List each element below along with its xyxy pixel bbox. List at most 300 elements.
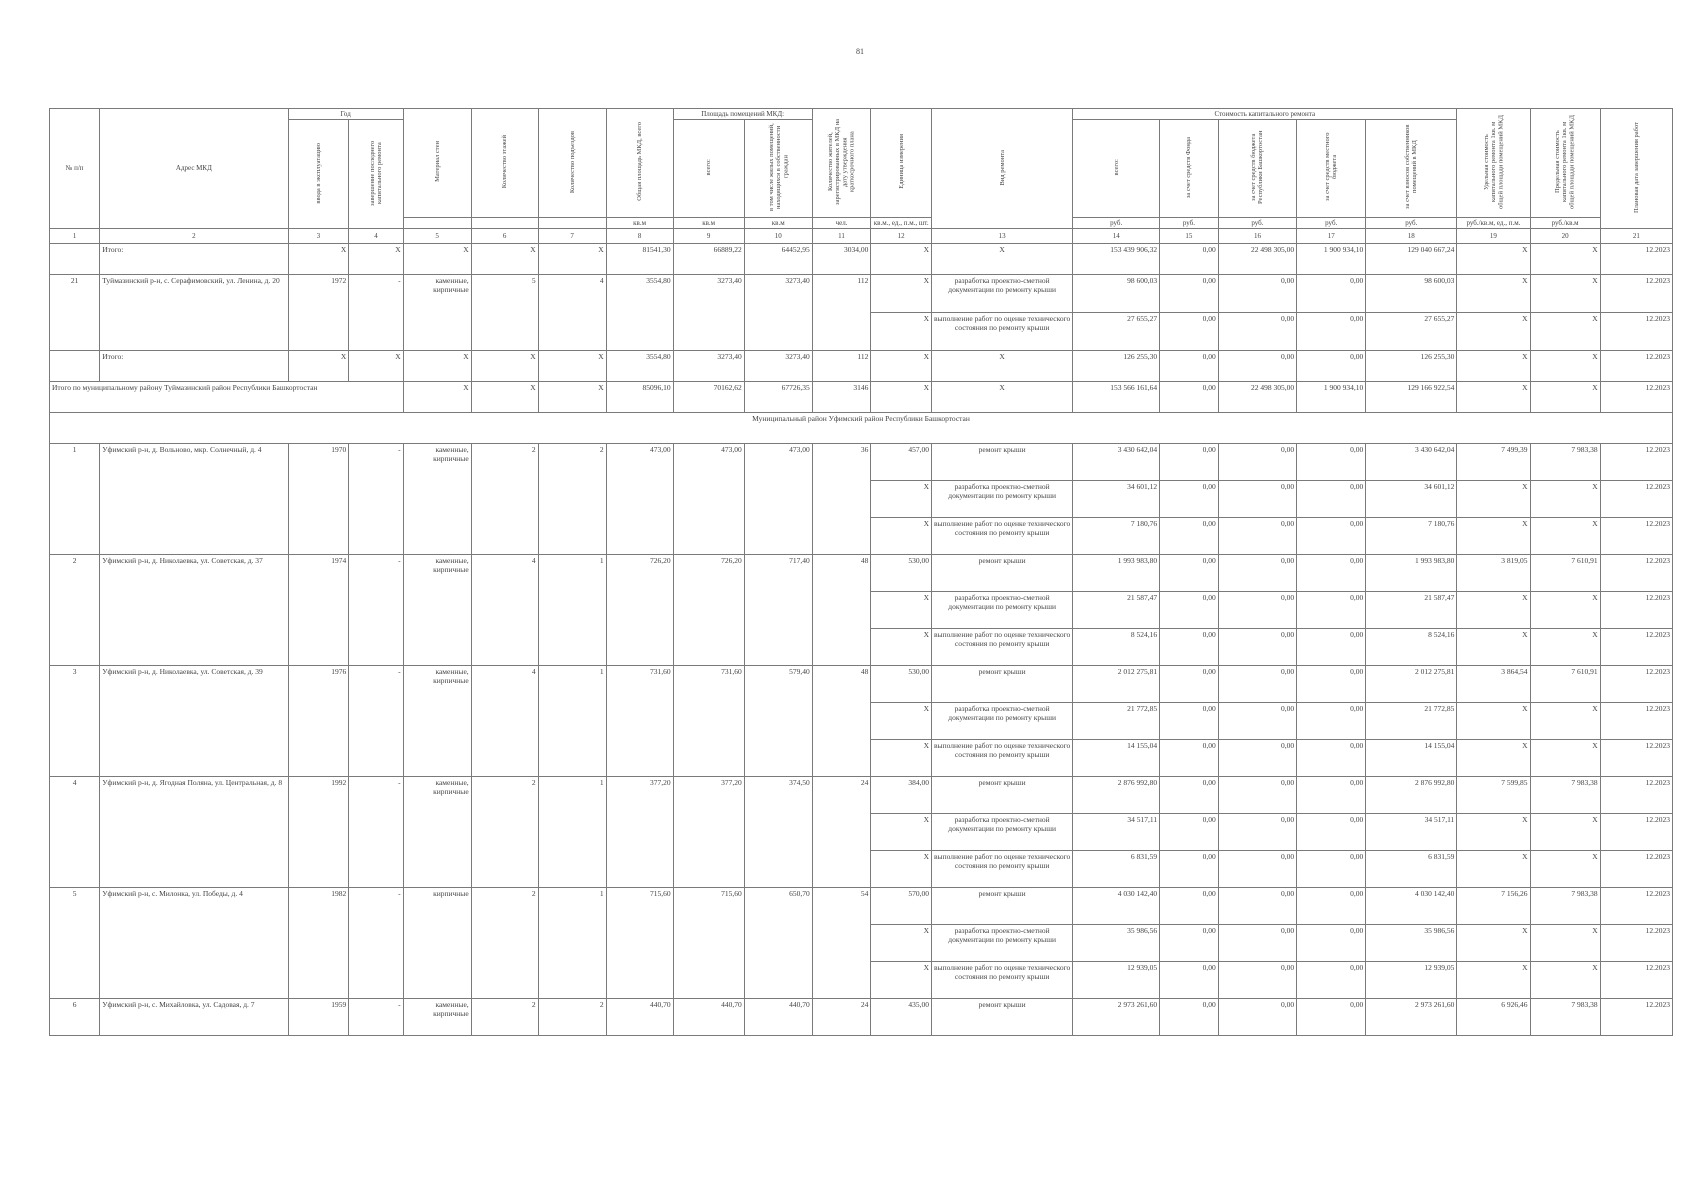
cell: 7 599,85 (1457, 777, 1530, 814)
cell: 12.2023 (1600, 275, 1672, 313)
cell: X (1530, 851, 1600, 888)
col-num: 11 (812, 229, 871, 244)
col-num: 14 (1073, 229, 1160, 244)
cell: Уфимский р-н, д. Николаевка, ул. Советская, д. 37 (100, 555, 288, 666)
cell: X (1530, 703, 1600, 740)
cell: 48 (812, 555, 871, 666)
cell: X (471, 382, 538, 413)
table-row (50, 275, 1673, 313)
cell: 36 (812, 444, 871, 555)
cell: 12.2023 (1600, 481, 1672, 518)
unit-cell: кв.м (606, 217, 673, 228)
cell: 6 831,59 (1073, 851, 1160, 888)
cell: X (1457, 275, 1530, 313)
cell: 0,00 (1218, 629, 1296, 666)
cell: 0,00 (1160, 666, 1219, 703)
table-row (50, 244, 1673, 275)
cell: 5 (471, 275, 538, 351)
cell: - (349, 275, 403, 351)
cell: 21 587,47 (1366, 592, 1457, 629)
cell: выполнение работ по оценке технического состояния по ремонту крыши (932, 851, 1073, 888)
cell: 0,00 (1297, 703, 1366, 740)
cell: 21 772,85 (1366, 703, 1457, 740)
cell: 0,00 (1160, 444, 1219, 481)
cell: 0,00 (1160, 555, 1219, 592)
cell: 1982 (288, 888, 349, 999)
cell: 0,00 (1218, 592, 1296, 629)
cell: 12.2023 (1600, 351, 1672, 382)
cell: 12.2023 (1600, 444, 1672, 481)
cell: X (932, 351, 1073, 382)
cell: 12 939,05 (1073, 962, 1160, 999)
cell: X (871, 351, 932, 382)
cell: 0,00 (1160, 313, 1219, 351)
cell: 2 973 261,60 (1366, 999, 1457, 1036)
cell: 650,70 (744, 888, 812, 999)
cell: X (871, 629, 932, 666)
cell: 0,00 (1297, 592, 1366, 629)
cell: 34 517,11 (1073, 814, 1160, 851)
units-rownull (538, 217, 606, 228)
cell: 4 030 142,40 (1366, 888, 1457, 925)
cell: 0,00 (1297, 481, 1366, 518)
cell: 1 (50, 444, 100, 555)
cell: 1992 (288, 777, 349, 888)
cell: 14 155,04 (1366, 740, 1457, 777)
cell: 570,00 (871, 888, 932, 925)
cell: X (403, 244, 471, 275)
cell: 579,40 (744, 666, 812, 777)
cell: 4 (471, 666, 538, 777)
unit-cell: руб. (1160, 217, 1219, 228)
cell: 12.2023 (1600, 851, 1672, 888)
cell: 48 (812, 666, 871, 777)
header-local-budget: за счет средств местного бюджета (1297, 120, 1366, 217)
table-row (50, 555, 1673, 592)
cell: X (932, 382, 1073, 413)
cell: разработка проектно-сметной документации по ремонту крыши (932, 925, 1073, 962)
cell: 54 (812, 888, 871, 999)
cell: 2 (538, 999, 606, 1036)
cell: 0,00 (1160, 382, 1219, 413)
cell: 12.2023 (1600, 382, 1672, 413)
cell: 1959 (288, 999, 349, 1036)
cell: 12.2023 (1600, 244, 1672, 275)
header-wall-material: Материал стен (403, 109, 471, 218)
cell: X (1530, 925, 1600, 962)
cell: 0,00 (1297, 777, 1366, 814)
cell: X (871, 275, 932, 313)
cell: 34 601,12 (1073, 481, 1160, 518)
cell: - (349, 444, 403, 555)
cell: 1 900 934,10 (1297, 382, 1366, 413)
cell: - (349, 555, 403, 666)
cell: 717,40 (744, 555, 812, 666)
cell: ремонт крыши (932, 555, 1073, 592)
cell: 0,00 (1297, 444, 1366, 481)
cell: 81541,30 (606, 244, 673, 275)
cell: X (871, 382, 932, 413)
cell: 129 040 667,24 (1366, 244, 1457, 275)
cell: ремонт крыши (932, 666, 1073, 703)
cell: 7 983,38 (1530, 999, 1600, 1036)
cell: 435,00 (871, 999, 932, 1036)
cell: 6 831,59 (1366, 851, 1457, 888)
cell: 12.2023 (1600, 925, 1672, 962)
cell: X (1457, 851, 1530, 888)
cell: X (871, 740, 932, 777)
cell: кирпичные (403, 888, 471, 999)
col-num: 6 (471, 229, 538, 244)
cell: 12.2023 (1600, 999, 1672, 1036)
cell: 0,00 (1297, 962, 1366, 999)
cell: 457,00 (871, 444, 932, 481)
header-entrances: Количество подъездов (538, 109, 606, 218)
cell: 473,00 (673, 444, 744, 555)
cell: 3554,80 (606, 275, 673, 351)
cell: X (288, 244, 349, 275)
cell: X (1457, 925, 1530, 962)
cell: 12.2023 (1600, 888, 1672, 925)
cell: 0,00 (1160, 244, 1219, 275)
cell: Итого по муниципальному району Туймазинский район Республики Башкортостан (50, 382, 404, 413)
cell: разработка проектно-сметной документации по ремонту крыши (932, 275, 1073, 313)
cell: выполнение работ по оценке технического состояния по ремонту крыши (932, 629, 1073, 666)
cell: 22 498 305,00 (1218, 382, 1296, 413)
table-row (50, 888, 1673, 925)
cell: 12.2023 (1600, 629, 1672, 666)
cell: X (1530, 275, 1600, 313)
cell: X (871, 962, 932, 999)
cell: 0,00 (1160, 962, 1219, 999)
cell: 0,00 (1160, 851, 1219, 888)
cell: 3273,40 (673, 275, 744, 351)
cell: 0,00 (1218, 851, 1296, 888)
column-number-row (50, 229, 1673, 244)
cell: 2 012 275,81 (1073, 666, 1160, 703)
cell: X (1530, 592, 1600, 629)
cell: X (288, 351, 349, 382)
cell: 12.2023 (1600, 666, 1672, 703)
cell: 0,00 (1297, 518, 1366, 555)
cell: 377,20 (606, 777, 673, 888)
cell: выполнение работ по оценке технического состояния по ремонту крыши (932, 313, 1073, 351)
page-number: 81 (856, 47, 864, 56)
col-num: 5 (403, 229, 471, 244)
cell: разработка проектно-сметной документации по ремонту крыши (932, 703, 1073, 740)
cell: Уфимский р-н, д. Ягодная Поляна, ул. Центральная, д. 8 (100, 777, 288, 888)
unit-cell: кв.м., ед., п.м., шт. (871, 217, 932, 228)
cell: 0,00 (1218, 275, 1296, 313)
cell: X (871, 851, 932, 888)
cell: 1972 (288, 275, 349, 351)
cell: X (871, 481, 932, 518)
cell: 35 986,56 (1366, 925, 1457, 962)
cell: 98 600,03 (1366, 275, 1457, 313)
cell: 7 180,76 (1366, 518, 1457, 555)
cell: 0,00 (1297, 313, 1366, 351)
cell: 0,00 (1218, 703, 1296, 740)
cell: 3273,40 (673, 351, 744, 382)
cell: - (349, 999, 403, 1036)
cell: 12.2023 (1600, 962, 1672, 999)
header-planned-date: Плановая дата завершения работ (1600, 109, 1672, 229)
cell: 0,00 (1218, 444, 1296, 481)
header-year-group: Год (288, 109, 403, 120)
cell: X (471, 351, 538, 382)
cell: 3273,40 (744, 351, 812, 382)
cell: ремонт крыши (932, 444, 1073, 481)
cell: 2 876 992,80 (1366, 777, 1457, 814)
cell: 0,00 (1218, 888, 1296, 925)
header-total-area: Общая площадь МКД, всего (606, 109, 673, 218)
cell: 2 973 261,60 (1073, 999, 1160, 1036)
cell: 2 (471, 777, 538, 888)
cell: X (871, 592, 932, 629)
cell: 0,00 (1160, 999, 1219, 1036)
table-row (50, 777, 1673, 814)
units-rownull (403, 217, 471, 228)
cell: 374,50 (744, 777, 812, 888)
cell: 384,00 (871, 777, 932, 814)
header-num: № п/п (50, 109, 100, 229)
cell: 440,70 (744, 999, 812, 1036)
cell: 2 (50, 555, 100, 666)
cell: 1 993 983,80 (1366, 555, 1457, 592)
cell: 3034,00 (812, 244, 871, 275)
cell: 530,00 (871, 555, 932, 592)
cell: 0,00 (1218, 999, 1296, 1036)
section-title: Муниципальный район Уфимский район Республики Башкортостан (50, 413, 1673, 444)
cell: X (538, 382, 606, 413)
cell: Туймазинский р-н, с. Серафимовский, ул. Ленина, д. 20 (100, 275, 288, 351)
cell: X (1457, 244, 1530, 275)
cell: 1 900 934,10 (1297, 244, 1366, 275)
cell: 530,00 (871, 666, 932, 703)
cell: 22 498 305,00 (1218, 244, 1296, 275)
cell: 0,00 (1160, 703, 1219, 740)
cell: 153 566 161,64 (1073, 382, 1160, 413)
cell: 1 (538, 888, 606, 999)
cell: 34 601,12 (1366, 481, 1457, 518)
cell: X (871, 925, 932, 962)
cell: 0,00 (1160, 740, 1219, 777)
cell: выполнение работ по оценке технического состояния по ремонту крыши (932, 518, 1073, 555)
cell: 0,00 (1160, 888, 1219, 925)
cell: 24 (812, 999, 871, 1036)
cell: - (349, 888, 403, 999)
cell: 0,00 (1160, 351, 1219, 382)
cell: X (349, 244, 403, 275)
cell: 4 (538, 275, 606, 351)
cell: 0,00 (1218, 555, 1296, 592)
table-row (50, 999, 1673, 1036)
cell: 2 876 992,80 (1073, 777, 1160, 814)
cell: 129 166 922,54 (1366, 382, 1457, 413)
cell: X (538, 351, 606, 382)
col-num: 4 (349, 229, 403, 244)
cell: 0,00 (1218, 962, 1296, 999)
header-residents: Количество жителей, зарегистрированных в МКД на дату утверждения краткосрочного плана (812, 109, 871, 218)
cell: 12.2023 (1600, 518, 1672, 555)
cell: 12.2023 (1600, 814, 1672, 851)
col-num: 9 (673, 229, 744, 244)
cell: X (1530, 814, 1600, 851)
cell: X (871, 244, 932, 275)
cell: 0,00 (1297, 999, 1366, 1036)
header-unit: Единица измерения (871, 109, 932, 218)
cell: 85096,10 (606, 382, 673, 413)
repair-plan-table (49, 108, 1673, 1036)
cell: каменные, кирпичные (403, 555, 471, 666)
cell: 2 012 275,81 (1366, 666, 1457, 703)
cell: 0,00 (1297, 888, 1366, 925)
cell: разработка проектно-сметной документации по ремонту крыши (932, 814, 1073, 851)
cell: X (1457, 962, 1530, 999)
col-num: 15 (1160, 229, 1219, 244)
cell: X (1457, 592, 1530, 629)
cell: 7 499,39 (1457, 444, 1530, 481)
header-year-last-repair: завершение последнего капитального ремонта (349, 120, 403, 229)
header-year-commission: ввода в эксплуатацию (288, 120, 349, 229)
col-num: 12 (871, 229, 932, 244)
cell: X (1530, 740, 1600, 777)
header-limit-cost: Предельная стоимость капитального ремонта 1кв. м общей площади помещений МКД (1530, 109, 1600, 218)
cell: 4 030 142,40 (1073, 888, 1160, 925)
unit-cell: руб. (1297, 217, 1366, 228)
cell: 0,00 (1297, 275, 1366, 313)
cell: 34 517,11 (1366, 814, 1457, 851)
cell: X (1457, 351, 1530, 382)
units-rownull (471, 217, 538, 228)
cell: 0,00 (1160, 518, 1219, 555)
unit-cell: кв.м (744, 217, 812, 228)
cell: 6 926,46 (1457, 999, 1530, 1036)
cell: 24 (812, 777, 871, 888)
cell: 6 (50, 999, 100, 1036)
cell: 21 587,47 (1073, 592, 1160, 629)
col-num: 10 (744, 229, 812, 244)
table-row (50, 351, 1673, 382)
cell: 0,00 (1160, 629, 1219, 666)
cell: 12.2023 (1600, 703, 1672, 740)
cell: X (538, 244, 606, 275)
cell: X (1457, 703, 1530, 740)
cell: 715,60 (606, 888, 673, 999)
cell: - (349, 777, 403, 888)
table-row (50, 666, 1673, 703)
cell: Итого: (100, 351, 288, 382)
cell: 0,00 (1297, 925, 1366, 962)
cell: 473,00 (744, 444, 812, 555)
cell: ремонт крыши (932, 999, 1073, 1036)
cell: 7 983,38 (1530, 888, 1600, 925)
cell: 0,00 (1297, 555, 1366, 592)
cell: 0,00 (1297, 740, 1366, 777)
cell: X (471, 244, 538, 275)
cell: 112 (812, 275, 871, 351)
cell: 3 (50, 666, 100, 777)
cell: X (1530, 313, 1600, 351)
cell: 0,00 (1218, 666, 1296, 703)
cell: 726,20 (673, 555, 744, 666)
cell: 14 155,04 (1073, 740, 1160, 777)
cell: X (1457, 740, 1530, 777)
cell: 21 (50, 275, 100, 351)
section-row (50, 413, 1673, 444)
cell: 0,00 (1297, 814, 1366, 851)
cell: 473,00 (606, 444, 673, 555)
cell: 21 772,85 (1073, 703, 1160, 740)
table-row (50, 382, 1673, 413)
cell: 0,00 (1160, 777, 1219, 814)
header-cost-total: всего: (1073, 120, 1160, 217)
cell: 1974 (288, 555, 349, 666)
cell: 0,00 (1218, 814, 1296, 851)
cell: 3 819,05 (1457, 555, 1530, 592)
cell: выполнение работ по оценке технического состояния по ремонту крыши (932, 962, 1073, 999)
table-row (50, 444, 1673, 481)
cell: 0,00 (1218, 925, 1296, 962)
header-premises-residential: в том числе жилых помещений, находящихся в собственности граждан (744, 120, 812, 217)
unit-cell: кв.м (673, 217, 744, 228)
unit-cell: чел. (812, 217, 871, 228)
unit-cell: руб. (1218, 217, 1296, 228)
cell: X (871, 313, 932, 351)
col-num: 20 (1530, 229, 1600, 244)
cell: X (1530, 962, 1600, 999)
cell: Уфимский р-н, д. Вольново, мкр. Солнечный, д. 4 (100, 444, 288, 555)
header-specific-cost: Удельная стоимость капитального ремонта 1кв. м общей площади помещений МКД (1457, 109, 1530, 218)
cell: 5 (50, 888, 100, 999)
cell: 67726,35 (744, 382, 812, 413)
cell: 98 600,03 (1073, 275, 1160, 313)
col-num: 3 (288, 229, 349, 244)
col-num: 17 (1297, 229, 1366, 244)
cell: 731,60 (673, 666, 744, 777)
cell: 440,70 (673, 999, 744, 1036)
cell: X (932, 244, 1073, 275)
cell: 715,60 (673, 888, 744, 999)
cell: 8 524,16 (1366, 629, 1457, 666)
cell: 12.2023 (1600, 555, 1672, 592)
cell: X (403, 382, 471, 413)
cell: 0,00 (1297, 666, 1366, 703)
cell: 1 993 983,80 (1073, 555, 1160, 592)
cell: 3273,40 (744, 275, 812, 351)
unit-cell: руб./кв.м (1530, 217, 1600, 228)
cell: 1 (538, 666, 606, 777)
cell: 12 939,05 (1366, 962, 1457, 999)
cell: 2 (538, 444, 606, 555)
cell: Уфимский р-н, с. Михайловка, ул. Садовая, д. 7 (100, 999, 288, 1036)
header-address: Адрес МКД (100, 109, 288, 229)
header-owners: за счет взносов собственников помещений в МКД (1366, 120, 1457, 217)
header-cost-group: Стоимость капитального ремонта (1073, 109, 1457, 120)
cell: 3146 (812, 382, 871, 413)
cell: каменные, кирпичные (403, 777, 471, 888)
cell: X (1530, 481, 1600, 518)
cell: Уфимский р-н, с. Милонка, ул. Победы, д. 4 (100, 888, 288, 999)
cell: 8 524,16 (1073, 629, 1160, 666)
cell: 377,20 (673, 777, 744, 888)
cell: разработка проектно-сметной документации по ремонту крыши (932, 481, 1073, 518)
cell: 126 255,30 (1366, 351, 1457, 382)
cell: 3 430 642,04 (1366, 444, 1457, 481)
cell: 2 (471, 444, 538, 555)
cell: 0,00 (1297, 629, 1366, 666)
cell: 1970 (288, 444, 349, 555)
